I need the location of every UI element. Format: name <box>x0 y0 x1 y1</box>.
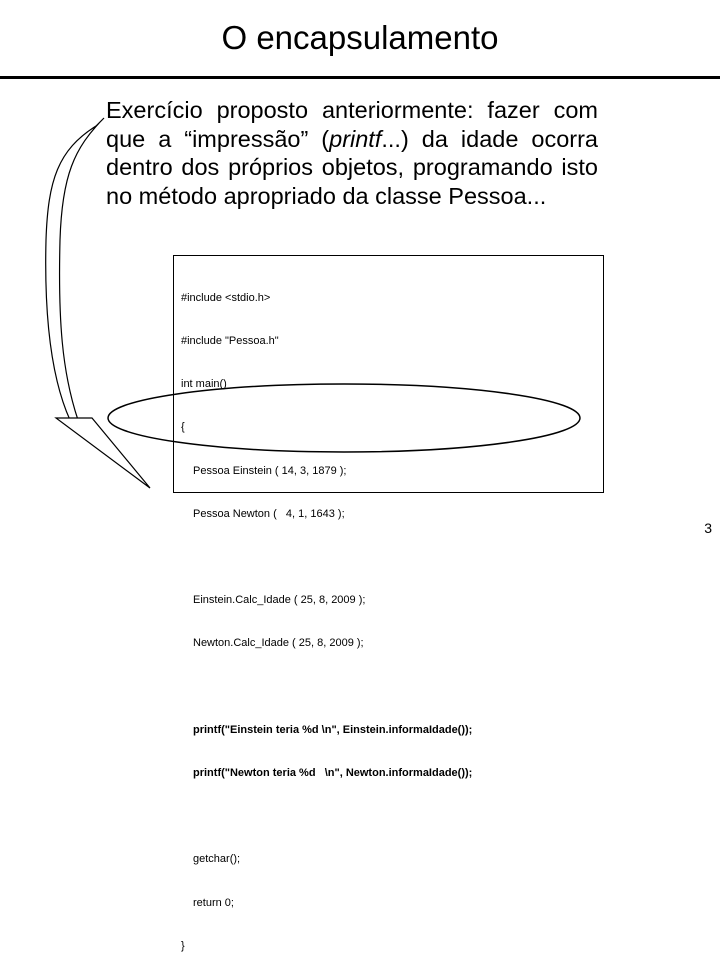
code-line: #include "Pessoa.h" <box>181 335 279 348</box>
page-number: 3 <box>704 520 712 536</box>
code-line: } <box>181 939 185 952</box>
code-line: getchar(); <box>193 853 241 866</box>
code-line-highlighted: printf("Einstein teria %d \n", Einstein.informaIdade()); <box>193 723 473 736</box>
body-text-start: Exercício proposto anteriormente: fazer com que a “impressão” ( <box>106 97 598 152</box>
code-line: Einstein.Calc_Idade ( 25, 8, 2009 ); <box>193 594 366 607</box>
body-text-end: ...) da idade ocorra dentro dos próprios objetos, programando isto no método apropriado da classe Pessoa... <box>106 125 598 209</box>
code-line: Pessoa Einstein ( 14, 3, 1879 ); <box>193 464 347 477</box>
code-line: Pessoa Newton ( 4, 1, 1643 ); <box>193 507 345 520</box>
code-line: return 0; <box>193 896 234 909</box>
code-blank-line <box>181 550 472 564</box>
slide-title: O encapsulamento <box>221 19 499 56</box>
body-text-printf: printf <box>329 125 382 152</box>
code-blank-line <box>181 680 472 694</box>
code-line: int main() <box>181 378 227 391</box>
code-line: #include <stdio.h> <box>181 291 271 304</box>
code-blank-line <box>181 809 472 823</box>
code-line: Newton.Calc_Idade ( 25, 8, 2009 ); <box>193 637 364 650</box>
code-line: { <box>181 421 185 434</box>
code-line-highlighted: printf("Newton teria %d \n", Newton.informaIdade()); <box>193 767 473 780</box>
